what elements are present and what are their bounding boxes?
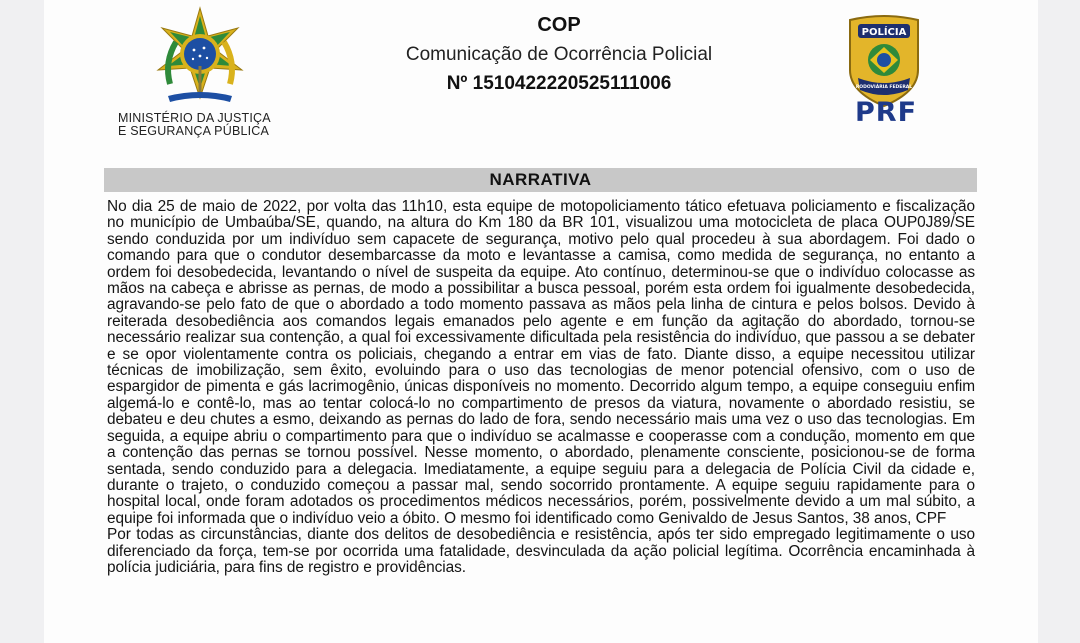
prf-acronym: PRF xyxy=(854,97,918,128)
narrative-paragraph-1: No dia 25 de maio de 2022, por volta das 11h10, esta equipe de motopoliciamento tático efetuava policiamento e fiscalização no município de Umbaúba/SE, quando, na altura do Km 180 da BR 101, visualizou uma motocicleta de placa OUP0J89/SE sendo conduzida por um indivíduo sem capacete de segurança, motivo pelo qual procedeu à sua abordagem. Foi dado o comando para que o condutor desembarcasse da moto e levantasse a camisa, como medida de segurança, no entanto a ordem foi desobedecida, levantando o nível de suspeita da equipe. Ato contínuo, determinou-se que o indivíduo colocasse as mãos na cabeça e abrisse as pernas, de modo a possibilitar a busca pessoal, porém esta ordem foi igualmente desobedecida, agravando-se pelo fato de que o abordado a todo momento passava as mãos pela linha de cintura e pelos bolsos. Devido à reiterada desobediência aos comandos legais emanados pelo agente e em função da agitação do abordado, tornou-se necessário realizar sua contenção, a qual foi excessivamente dificultada pela resistência do indivíduo, que passou a se debater e se opor violentamente contra os policiais, chegando a entrar em vias de fato. Diante disso, a equipe necessitou utilizar técnicas de imobilização, sem êxito, evoluindo para o uso das tecnologias de menor potencial ofensivo, com o uso de espargidor de pimenta e gás lacrimogênio, únicas disponíveis no momento. Decorrido algum tempo, a equipe conseguiu enfim algemá-lo e contê-lo, mas ao tentar colocá-lo no compartimento de presos da viatura, novamente o abordado resistiu, se debateu e deu chutes a esmo, deixando as pernas do lado de fora, sendo necessário mais uma vez o uso das tecnologias. Em seguida, a equipe abriu o compartimento para que o indivíduo se acalmasse e cooperasse com a condução, momento em que a contenção das pernas se tornou possível. Nesse momento, o abordado, plenamente consciente, posicionou-se de forma sentada, sendo conduzido para a delegacia. Imediatamente, a equipe seguiu para a delegacia de Polícia Civil da cidade e, durante o trajeto, o conduzido começou a passar mal, sendo socorrido prontamente. A equipe seguiu rapidamente para o hospital local, onde foram adotados os procedimentos médicos necessários, porém, possivelmente devido a um mal súbito, a equipe foi informada que o indivíduo veio a óbito. O mesmo foi identificado como Genivaldo de Jesus Santos, 38 anos, CPF xyxy=(107,198,975,527)
ministry-line-1: MINISTÉRIO DA JUSTIÇA xyxy=(118,111,271,125)
document-title: Comunicação de Ocorrência Policial xyxy=(405,44,713,65)
narrative-paragraph-2: Por todas as circunstâncias, diante dos delitos de desobediência e resistência, após ter sido empregado legitimamente o uso diferenciado da força, tem-se por ocorrida uma fatalidade, desvinculada da ação policial legítima. Ocorrência encaminhada à polícia judiciária, para fins de registro e providências. xyxy=(107,526,975,576)
document-code: COP xyxy=(537,14,581,36)
section-title: NARRATIVA xyxy=(489,170,592,189)
ministry-name xyxy=(118,112,308,137)
ministry-line-2: E SEGURANÇA PÚBLICA xyxy=(118,123,270,138)
brazil-coat-of-arms-icon xyxy=(150,6,250,106)
prf-badge-top-text: POLÍCIA xyxy=(861,27,907,38)
document-page xyxy=(44,0,1038,643)
section-title-bar xyxy=(104,168,977,192)
narrative-body xyxy=(107,199,975,576)
prf-badge-bottom-text: RODOVIÁRIA FEDERAL xyxy=(855,85,913,90)
document-number: Nº 1510422220525111006 xyxy=(446,73,672,94)
